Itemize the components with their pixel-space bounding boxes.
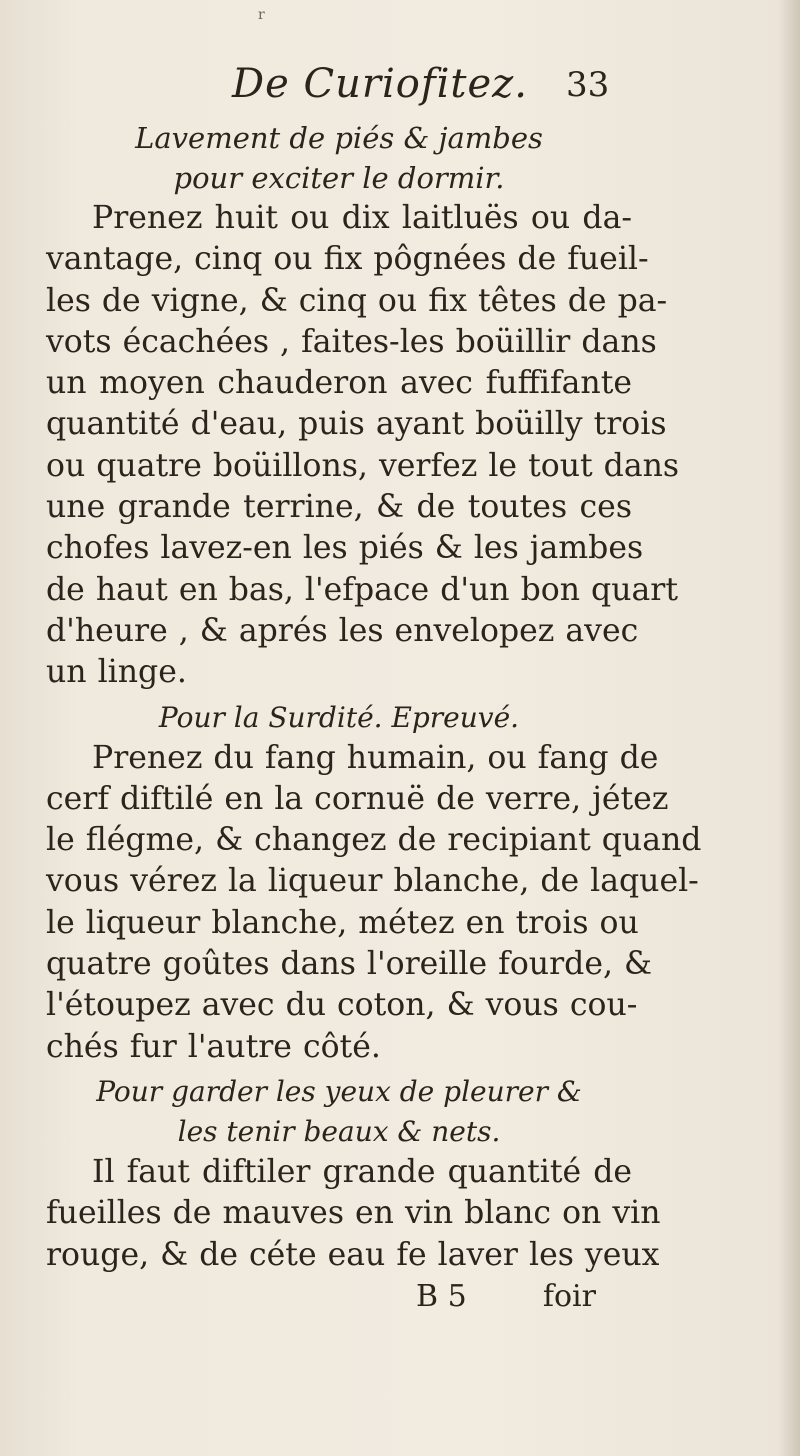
footer-line	[46, 1276, 632, 1318]
text-line: vous vérez la liqueur blanche, de laquel-	[46, 863, 699, 900]
text-line: un moyen chauderon avec fuffifante	[46, 365, 632, 402]
heading-line: Pour garder les yeux de pleurer &	[96, 1074, 582, 1108]
text-line: vots écachées , faites-les boüillir dans	[46, 323, 657, 360]
catchword: foir	[542, 1278, 596, 1314]
section-heading-surdite	[46, 698, 632, 738]
text-line: le liqueur blanche, métez en trois ou	[46, 904, 639, 941]
section-heading-lavement	[46, 118, 632, 198]
page-edge-shadow	[778, 0, 800, 1456]
text-line: Prenez du fang humain, ou fang de	[92, 739, 659, 776]
text-line: Prenez huit ou dix laitluës ou da-	[92, 200, 632, 236]
signature-mark: B 5	[416, 1278, 467, 1314]
paragraph-surdite	[46, 738, 702, 1068]
heading-line: les tenir beaux & nets.	[177, 1114, 501, 1148]
text-line: quatre goûtes dans l'oreille fourde, &	[46, 946, 653, 983]
section-heading-yeux	[46, 1072, 632, 1152]
text-line: chés fur l'autre côté.	[46, 1028, 381, 1065]
heading-line: pour exciter le dormir.	[173, 161, 505, 195]
heading-line: Lavement de piés & jambes	[135, 121, 543, 155]
text-line: de haut en bas, l'efpace d'un bon quart	[46, 571, 678, 608]
text-line: ou quatre boüillons, verfez le tout dans	[46, 447, 680, 484]
text-line: l'étoupez avec du coton, & vous cou-	[46, 987, 638, 1024]
running-head	[0, 56, 800, 116]
text-line: cerf diftilé en la cornuë de verre, jétez	[46, 780, 669, 817]
text-line: le flégme, & changez de recipiant quand	[46, 822, 702, 859]
text-line: vantage, cinq ou fix pôgnées de fueil-	[46, 241, 649, 278]
printer-mark: r	[258, 7, 265, 23]
text-line: chofes lavez-en les piés & les jambes	[46, 530, 644, 567]
text-line: rouge, & de céte eau fe laver les yeux	[46, 1236, 660, 1273]
text-line: d'heure , & aprés les envelopez avec	[46, 612, 639, 649]
paragraph-lavement	[46, 198, 680, 694]
text-line: fueilles de mauves en vin blanc on vin	[46, 1195, 661, 1232]
paragraph-yeux	[46, 1152, 661, 1276]
text-line: quantité d'eau, puis ayant boüilly trois	[46, 406, 667, 443]
text-line: les de vigne, & cinq ou fix têtes de pa-	[46, 282, 668, 319]
heading-line: Pour la Surdité. Epreuvé.	[158, 700, 520, 734]
text-line: une grande terrine, & de toutes ces	[46, 489, 632, 526]
page-number: 33	[566, 65, 610, 105]
running-title: De Curiofitez.	[232, 61, 528, 107]
text-line: un linge.	[46, 654, 187, 691]
text-line: Il faut diftiler grande quantité de	[92, 1153, 632, 1190]
text-block	[46, 118, 702, 1318]
